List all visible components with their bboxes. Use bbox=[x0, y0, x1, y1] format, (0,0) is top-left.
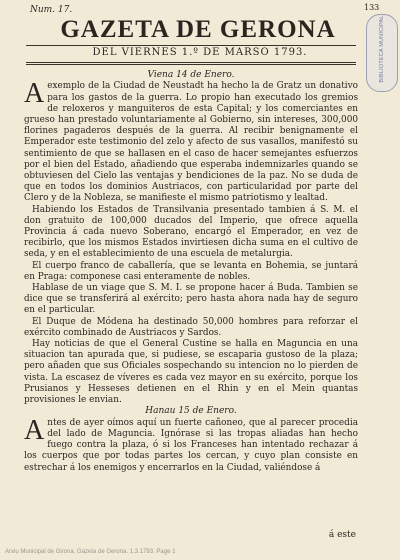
library-stamp-text: BIBLIOTECA MUNICIPAL bbox=[379, 15, 385, 83]
article-paragraph: Hablase de un viage que S. M. I. se propone hacer á Buda. Tambien se dice que se transferirá al exército; pero hasta ahora nada hay de seguro en el particular. bbox=[24, 283, 358, 316]
paragraph-text: exemplo de la Ciudad de Neustadt ha hecho la de Gratz un donativo para los gastos de la guerra. Lo propio han executado los gremios de reloxeros y manguiteros de esta Capital; y los comerciantes en grueso han prestado voluntariamente al Gobierno, sin intereses, 300,000 florines pagaderos después de la guerra. Al recibir benignamente el Emperador este testimonio del zelo y afecto de sus vasallos, manifestó su sentimiento de que se hallasen en el caso de hacer semejantes esfuerzos por el bien del Estado, añadiendo que esperaba indemnizarles quando se obtuviesen del Cielo las ventajas y bendiciones de la paz. No se duda de que en todos los dominios Austriacos, con particularidad por parte del Clero y de la Nobleza, se manifieste el mismo patriotismo y lealtad. bbox=[24, 81, 358, 204]
issue-number: Num. 17. bbox=[30, 5, 73, 15]
masthead-title: GAZETA DE GERONA bbox=[60, 16, 336, 43]
paragraph-text: ntes de ayer oímos aquí un fuerte cañoneo, que al parecer procedia del lado de Maguncia. Ignórase si las tropas aliadas han hecho fuego contra la plaza, ó si los Franceses han intentado rechazar á los cuerpos que por todas partes los cercan, y cuyo plan consiste en estrechar á los enemigos y encerrarlos en la Ciudad, valiéndose á bbox=[24, 417, 358, 473]
article-paragraph: Habiendo los Estados de Transilvania presentado tambien á S. M. el don gratuito de 100,000 ducados del Imperio, que ofrece aquella Provincia á cada nuevo Soberano, encargó el Emperador, en vez de recibirlo, que los mismos Estados invirtiesen dicha suma en el cultivo de seda, y en el establecimiento de una escuela de metalurgia. bbox=[24, 204, 358, 260]
drop-cap: A bbox=[24, 78, 45, 110]
page-number: 133 bbox=[364, 3, 380, 12]
library-stamp bbox=[366, 14, 398, 92]
article-body bbox=[24, 70, 358, 474]
masthead-dateline: DEL VIERNES 1.º DE MARSO 1793. bbox=[92, 47, 308, 58]
article-paragraph bbox=[24, 414, 358, 474]
article-paragraph: Hay noticias de que el General Custine se halla en Maguncia en una situacion tan apurada que, si pudiese, se escaparia gustoso de la plaza; pero añaden que sus Oficiales sospechando su intencion no lo pierden de vista. La escasez de víveres es cada vez mayor en su exército, porque los Prusianos y Hesseses detienen en el Rhin y en el Mein quantas provisiones le envian. bbox=[24, 339, 358, 406]
section-heading-hanau: Hanau 15 de Enero. bbox=[145, 406, 237, 417]
archive-footer: Arxiu Municipal de Girona. Gazeta de Gerona. 1.3.1793. Page 1 bbox=[5, 549, 176, 555]
article-paragraph: El cuerpo franco de caballería, que se levanta en Bohemia, se juntará en Praga: componese casi enteramente de nobles. bbox=[24, 260, 358, 282]
article-paragraph bbox=[24, 78, 358, 204]
drop-cap: A bbox=[24, 414, 45, 446]
catchword: á este bbox=[328, 530, 356, 540]
masthead-rule-bottom bbox=[26, 62, 356, 63]
masthead-rule-top bbox=[26, 45, 356, 46]
masthead-rule-bottom-2 bbox=[26, 64, 356, 65]
section-heading-viena: Viena 14 de Enero. bbox=[147, 70, 235, 80]
article-paragraph: El Duque de Módena ha destinado 50,000 hombres para reforzar el exército combinado de Austriacos y Sardos. bbox=[24, 316, 358, 338]
